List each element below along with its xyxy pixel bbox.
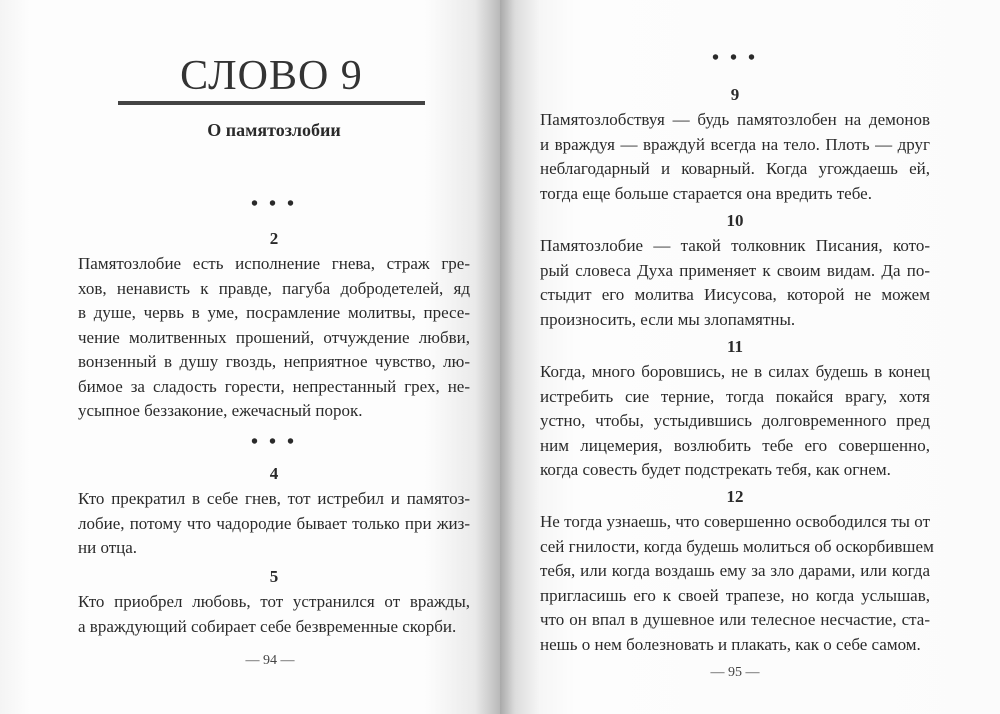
text-line: бимое за сладость горести, непрестанный грех, не- bbox=[78, 376, 470, 396]
section-paragraph bbox=[540, 108, 930, 206]
text-line: сей гнилости, когда будешь молиться об оскорбившем bbox=[540, 536, 934, 556]
text-line: что он впал в душевное или телесное несчастие, ста- bbox=[540, 610, 930, 629]
text-line: Кто прекратил в себе гнев, тот истребил и памятоз- bbox=[78, 489, 470, 508]
text-line: чение молитвенных прошений, отчуждение любви, bbox=[78, 327, 470, 347]
text-line: истребить сие терние, тогда покайся врагу, хотя bbox=[540, 386, 930, 406]
text-line: Памятозлобие — такой толковник Писания, кото- bbox=[540, 236, 930, 255]
text-line: Памятозлобствуя — будь памятозлобен на демонов bbox=[540, 110, 930, 129]
section-paragraph bbox=[78, 252, 470, 424]
section-number: 9 bbox=[730, 85, 740, 104]
text-line: вонзенный в душу гвоздь, неприятное чувство, лю- bbox=[78, 352, 470, 371]
text-line: нешь о нем болезновать и плакать, как о себе самом. bbox=[540, 634, 921, 654]
text-line: стыдит его молитва Иисусова, которой не можем bbox=[540, 285, 930, 304]
text-line: лобие, потому что чадородие бывает только при жиз- bbox=[78, 513, 470, 533]
text-line: пригласишь его к своей трапезе, но когда услышав, bbox=[540, 585, 930, 605]
title-rule bbox=[118, 101, 425, 105]
section-paragraph bbox=[78, 590, 470, 639]
text-line: в душе, червь в уме, посрамление молитвы, пресе- bbox=[78, 303, 470, 322]
text-line: рый словеса Духа применяет к своим видам. Да по- bbox=[540, 260, 930, 280]
chapter-title: СЛОВО 9 bbox=[180, 53, 363, 99]
page-number: — 94 — bbox=[245, 653, 295, 668]
text-line: а враждующий собирает себе безвременные скорби. bbox=[78, 616, 457, 636]
text-line: ним лицемерия, возлюбить тебе его совершенно, bbox=[540, 435, 930, 455]
text-line: когда совесть будет подстрекать тебя, как огнем. bbox=[540, 460, 891, 479]
text-line: тебя, или когда воздашь ему за зло дарами, или когда bbox=[540, 561, 930, 580]
text-line: усыпное беззаконие, ежечасный порок. bbox=[78, 401, 363, 420]
section-number: 2 bbox=[269, 229, 279, 248]
page-number: — 95 — bbox=[710, 665, 760, 680]
section-number: 12 bbox=[726, 487, 744, 506]
chapter-subtitle: О памятозлобии bbox=[207, 120, 341, 140]
text-line: и враждуя — враждуй всегда на тело. Плоть — друг bbox=[540, 134, 930, 154]
text-line: тогда еще больше старается она вредить тебе. bbox=[540, 183, 872, 203]
section-number: 5 bbox=[269, 567, 279, 586]
section-paragraph bbox=[540, 360, 930, 483]
section-paragraph bbox=[540, 234, 930, 332]
text-line: произносить, если мы злопамятны. bbox=[540, 309, 796, 329]
text-line: неблагодарный и коварный. Когда угождаешь ей, bbox=[540, 159, 930, 178]
section-number: 11 bbox=[726, 337, 744, 356]
section-number: 10 bbox=[726, 211, 744, 230]
section-number: 4 bbox=[269, 464, 279, 483]
text-line: ни отца. bbox=[78, 538, 138, 557]
section-paragraph bbox=[540, 510, 934, 657]
section-separator: • • • bbox=[250, 193, 297, 215]
section-paragraph bbox=[78, 487, 470, 561]
text-line: Когда, много боровшись, не в силах будешь в конец bbox=[540, 362, 930, 381]
section-separator: • • • bbox=[711, 47, 758, 69]
section-separator: • • • bbox=[250, 431, 297, 453]
text-line: Не тогда узнаешь, что совершенно освободился ты от bbox=[540, 512, 930, 531]
text-line: хов, ненависть к правде, пагуба добродетелей, яд bbox=[78, 278, 470, 298]
right-page bbox=[500, 0, 1000, 714]
text-line: Памятозлобие есть исполнение гнева, страж гре- bbox=[78, 254, 470, 273]
text-line: Кто приобрел любовь, тот устранился от вражды, bbox=[78, 592, 470, 611]
text-line: устно, чтобы, устыдившись долговременного пред bbox=[540, 411, 930, 430]
